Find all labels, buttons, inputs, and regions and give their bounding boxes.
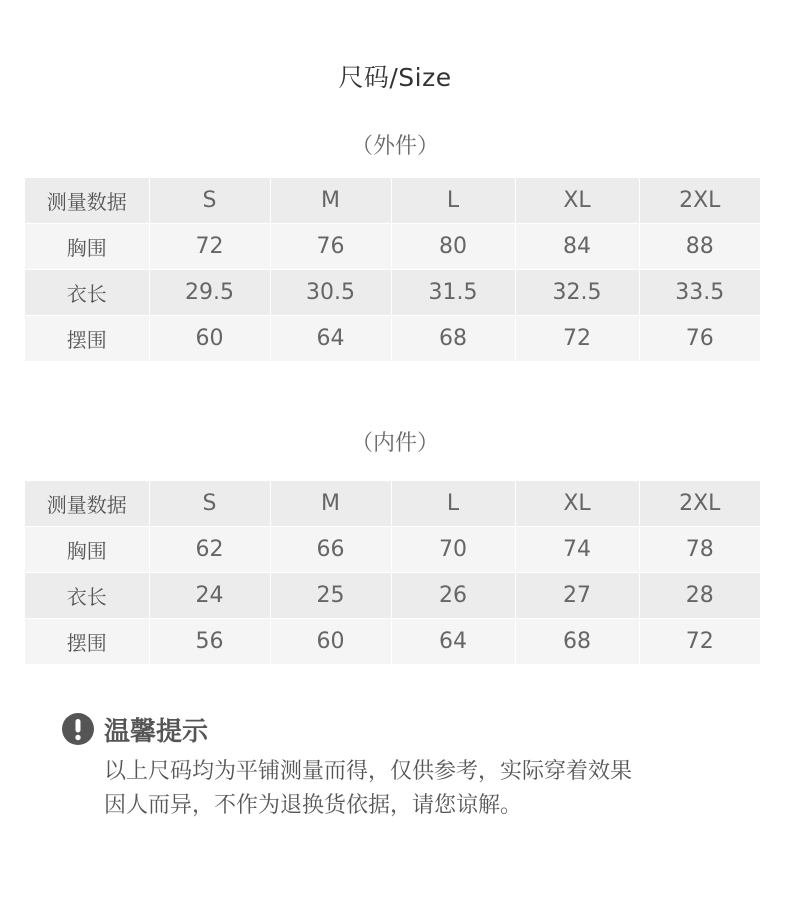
header-cell: M xyxy=(270,178,391,224)
outer-size-table xyxy=(25,178,760,361)
table-cell: 78 xyxy=(639,527,760,573)
table-cell: 68 xyxy=(391,316,515,362)
header-cell: S xyxy=(149,178,270,224)
table-cell: 84 xyxy=(515,224,639,270)
header-cell: 2XL xyxy=(639,178,760,224)
table-cell: 33.5 xyxy=(639,270,760,316)
header-cell: XL xyxy=(515,178,639,224)
table-row xyxy=(25,224,760,270)
notice-body xyxy=(104,755,744,823)
row-label: 胸围 xyxy=(25,527,149,573)
header-cell: 测量数据 xyxy=(25,178,149,224)
table-header-row xyxy=(25,481,760,527)
table-row xyxy=(25,316,760,362)
table-row xyxy=(25,573,760,619)
header-cell: S xyxy=(149,481,270,527)
header-cell: L xyxy=(391,178,515,224)
table-cell: 62 xyxy=(149,527,270,573)
notice-heading: 温馨提示 xyxy=(104,716,209,747)
table-cell: 68 xyxy=(515,619,639,665)
table-cell: 72 xyxy=(639,619,760,665)
row-label: 摆围 xyxy=(25,316,149,362)
header-cell: 2XL xyxy=(639,481,760,527)
table-cell: 24 xyxy=(149,573,270,619)
notice-line: 以上尺码均为平铺测量而得，仅供参考，实际穿着效果 xyxy=(104,759,633,784)
row-label: 衣长 xyxy=(25,270,149,316)
table-header-row xyxy=(25,178,760,224)
inner-size-table xyxy=(25,481,760,664)
table-cell: 70 xyxy=(391,527,515,573)
row-label: 摆围 xyxy=(25,619,149,665)
header-cell: L xyxy=(391,481,515,527)
table-cell: 25 xyxy=(270,573,391,619)
header-cell: 测量数据 xyxy=(25,481,149,527)
table-cell: 26 xyxy=(391,573,515,619)
table-cell: 60 xyxy=(270,619,391,665)
table-cell: 76 xyxy=(639,316,760,362)
page-title: 尺码/Size xyxy=(338,63,452,92)
notice-header xyxy=(62,711,208,747)
table-cell: 27 xyxy=(515,573,639,619)
table-cell: 56 xyxy=(149,619,270,665)
row-label: 胸围 xyxy=(25,224,149,270)
table-cell: 29.5 xyxy=(149,270,270,316)
exclamation-circle-icon xyxy=(62,713,94,745)
table-cell: 80 xyxy=(391,224,515,270)
outer-section-title: （外件） xyxy=(350,134,439,159)
table-cell: 64 xyxy=(391,619,515,665)
table-cell: 72 xyxy=(515,316,639,362)
row-label: 衣长 xyxy=(25,573,149,619)
table-cell: 28 xyxy=(639,573,760,619)
table-cell: 60 xyxy=(149,316,270,362)
table-cell: 64 xyxy=(270,316,391,362)
table-cell: 88 xyxy=(639,224,760,270)
header-cell: XL xyxy=(515,481,639,527)
table-cell: 74 xyxy=(515,527,639,573)
notice-line: 因人而异，不作为退换货依据，请您谅解。 xyxy=(104,793,523,818)
table-cell: 30.5 xyxy=(270,270,391,316)
table-row xyxy=(25,527,760,573)
table-row xyxy=(25,270,760,316)
inner-section-title: （内件） xyxy=(350,431,439,456)
table-row xyxy=(25,619,760,665)
header-cell: M xyxy=(270,481,391,527)
table-cell: 72 xyxy=(149,224,270,270)
table-cell: 31.5 xyxy=(391,270,515,316)
table-cell: 66 xyxy=(270,527,391,573)
table-cell: 32.5 xyxy=(515,270,639,316)
table-cell: 76 xyxy=(270,224,391,270)
